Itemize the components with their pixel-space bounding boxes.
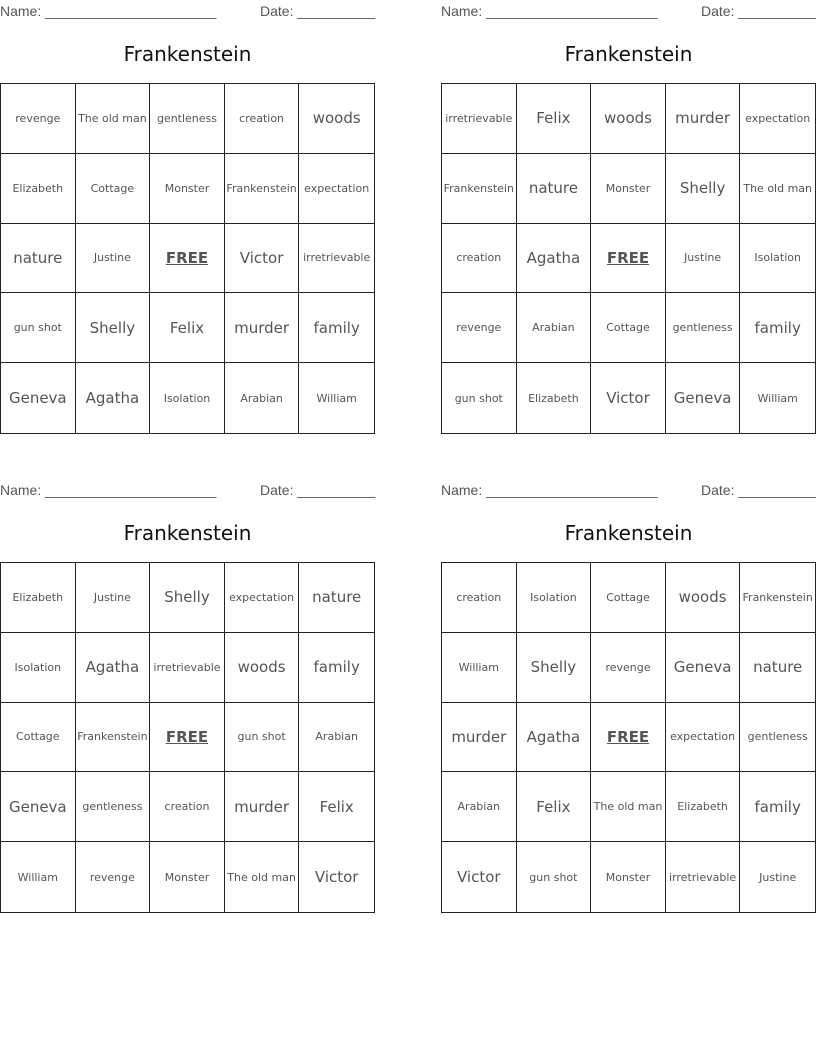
bingo-cell: gun shot (517, 842, 592, 912)
bingo-grid (441, 83, 816, 434)
bingo-cell: expectation (666, 703, 741, 773)
bingo-grid (441, 562, 816, 913)
bingo-cell: Felix (150, 293, 225, 363)
bingo-cell: The old man (591, 772, 666, 842)
bingo-cell: Felix (299, 772, 374, 842)
bingo-cell: Arabian (517, 293, 592, 363)
name-field: Name: ______________________ (441, 482, 658, 498)
bingo-cell: murder (225, 772, 300, 842)
bingo-cell: revenge (591, 633, 666, 703)
bingo-cell: Agatha (76, 633, 151, 703)
bingo-cell: family (740, 293, 815, 363)
bingo-cell: Elizabeth (666, 772, 741, 842)
bingo-cell: woods (666, 563, 741, 633)
bingo-cell: irretrievable (442, 84, 517, 154)
bingo-cell: Monster (591, 154, 666, 224)
bingo-cell: Geneva (1, 363, 76, 433)
bingo-cell: Agatha (517, 703, 592, 773)
bingo-cell: gun shot (442, 363, 517, 433)
bingo-cell: expectation (299, 154, 374, 224)
bingo-cell: Victor (591, 363, 666, 433)
name-field: Name: ______________________ (0, 3, 217, 19)
bingo-cell: Agatha (76, 363, 151, 433)
bingo-cell: Cottage (591, 563, 666, 633)
card-title: Frankenstein (123, 42, 252, 66)
bingo-cell: murder (666, 84, 741, 154)
bingo-cell: gentleness (76, 772, 151, 842)
bingo-cell: Elizabeth (1, 563, 76, 633)
bingo-cell: Frankenstein (225, 154, 300, 224)
bingo-cell: murder (442, 703, 517, 773)
bingo-cell: Shelly (150, 563, 225, 633)
bingo-cell: Shelly (76, 293, 151, 363)
bingo-cell: Justine (666, 224, 741, 294)
bingo-cell: gun shot (225, 703, 300, 773)
bingo-cell: Geneva (666, 633, 741, 703)
bingo-cell: Isolation (740, 224, 815, 294)
bingo-cell: expectation (225, 563, 300, 633)
free-space-cell: FREE (150, 224, 225, 294)
bingo-cell: creation (225, 84, 300, 154)
bingo-cell: Cottage (591, 293, 666, 363)
bingo-cell: creation (442, 224, 517, 294)
date-field: Date: __________ (701, 482, 816, 498)
bingo-grid (0, 562, 375, 913)
bingo-cell: Elizabeth (1, 154, 76, 224)
bingo-cell: Elizabeth (517, 363, 592, 433)
bingo-cell: gentleness (740, 703, 815, 773)
name-field: Name: ______________________ (0, 482, 217, 498)
card-title: Frankenstein (564, 42, 693, 66)
bingo-cell: irretrievable (150, 633, 225, 703)
bingo-cell: Arabian (442, 772, 517, 842)
bingo-cell: irretrievable (666, 842, 741, 912)
bingo-cell: family (299, 633, 374, 703)
bingo-cell: William (757, 391, 798, 405)
bingo-cell: Frankenstein (442, 154, 517, 224)
bingo-cell: William (316, 391, 357, 405)
bingo-cell: Agatha (517, 224, 592, 294)
bingo-cell: Monster (150, 154, 225, 224)
bingo-cell: family (299, 293, 374, 363)
bingo-cell: woods (591, 84, 666, 154)
bingo-cell: gentleness (666, 293, 741, 363)
card-title: Frankenstein (564, 521, 693, 545)
bingo-cell: gun shot (1, 293, 76, 363)
bingo-cell: revenge (442, 293, 517, 363)
bingo-cell: Isolation (517, 563, 592, 633)
bingo-cell: The old man (740, 154, 815, 224)
bingo-cell: nature (517, 154, 592, 224)
bingo-cell: creation (150, 772, 225, 842)
bingo-cell: murder (225, 293, 300, 363)
name-date-row (441, 479, 816, 501)
bingo-cell: William (442, 633, 517, 703)
bingo-cell: nature (1, 224, 76, 294)
bingo-cell: Felix (517, 84, 592, 154)
free-space-cell: FREE (591, 703, 666, 773)
card-title: Frankenstein (123, 521, 252, 545)
bingo-cell: Justine (759, 870, 797, 884)
bingo-cell: creation (442, 563, 517, 633)
bingo-cell: Justine (76, 224, 151, 294)
bingo-cell: Shelly (517, 633, 592, 703)
bingo-cell: Shelly (666, 154, 741, 224)
bingo-cell: family (740, 772, 815, 842)
bingo-cell: Cottage (76, 154, 151, 224)
name-date-row (0, 0, 375, 22)
free-space-cell: FREE (591, 224, 666, 294)
bingo-cell: Arabian (299, 703, 374, 773)
date-field: Date: __________ (260, 482, 376, 498)
bingo-cell: Felix (517, 772, 592, 842)
bingo-cell: irretrievable (299, 224, 374, 294)
bingo-cell: Geneva (666, 363, 741, 433)
bingo-cell: The old man (76, 84, 151, 154)
bingo-cell: Victor (442, 842, 517, 912)
bingo-cell: nature (740, 633, 815, 703)
bingo-cell: Justine (76, 563, 151, 633)
bingo-cell: Victor (225, 224, 300, 294)
bingo-cell: Arabian (225, 363, 300, 433)
bingo-cell: Geneva (1, 772, 76, 842)
bingo-cell: The old man (225, 842, 300, 912)
bingo-cell: revenge (76, 842, 151, 912)
bingo-cell: gentleness (150, 84, 225, 154)
bingo-cell: nature (299, 563, 374, 633)
name-date-row (441, 0, 816, 22)
free-space-cell: FREE (150, 703, 225, 773)
bingo-cell: Monster (591, 842, 666, 912)
bingo-cell: Isolation (150, 363, 225, 433)
bingo-cell: Frankenstein (76, 703, 151, 773)
bingo-cell: Cottage (1, 703, 76, 773)
bingo-cell: Victor (314, 868, 359, 887)
bingo-cell: woods (299, 84, 374, 154)
bingo-cell: Frankenstein (740, 563, 815, 633)
date-field: Date: __________ (701, 3, 816, 19)
bingo-cell: Isolation (1, 633, 76, 703)
bingo-cell: William (1, 842, 76, 912)
bingo-cell: revenge (1, 84, 76, 154)
bingo-cell: Monster (150, 842, 225, 912)
bingo-cell: woods (225, 633, 300, 703)
bingo-cell: expectation (740, 84, 815, 154)
bingo-grid (0, 83, 375, 434)
name-date-row (0, 479, 375, 501)
date-field: Date: __________ (260, 3, 376, 19)
name-field: Name: ______________________ (441, 3, 658, 19)
